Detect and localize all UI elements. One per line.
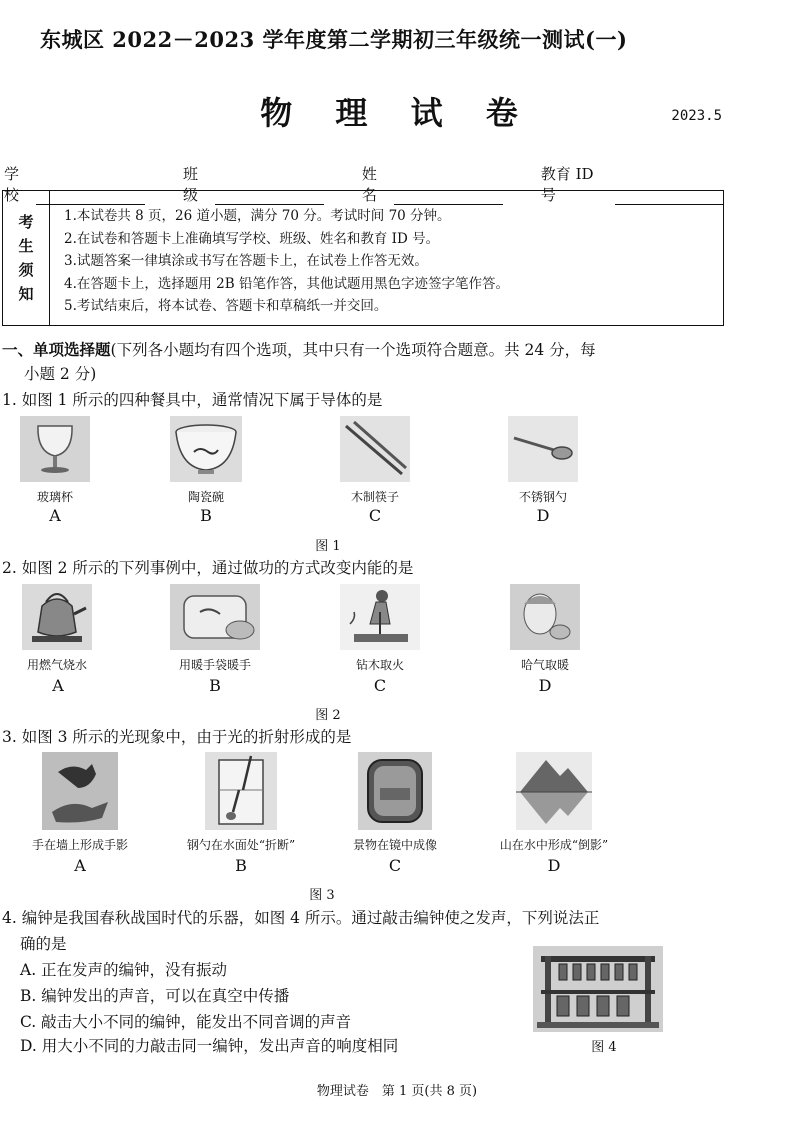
- q1-option-d-letter: D: [536, 506, 550, 525]
- section-desc-cont: 小题 2 分): [24, 365, 97, 383]
- q3-option-b-letter: B: [235, 856, 247, 875]
- name-label: 姓名: [361, 165, 377, 204]
- q1-option-d-text: 不锈钢勺: [518, 490, 567, 504]
- q1-option-b-text: 陶瓷碗: [187, 490, 224, 504]
- exam-date: 2023.5: [671, 108, 722, 124]
- drill-wood-fire-image: [340, 584, 420, 650]
- wooden-chopsticks-image: [340, 416, 410, 482]
- question-3-stem: 3. 如图 3 所示的光现象中，由于光的折射形成的是: [2, 728, 352, 746]
- q3-option-c-text: 景物在镜中成像: [352, 838, 437, 852]
- section-desc: (下列各小题均有四个选项，其中只有一个选项符合题意。共 24 分，每: [110, 341, 596, 359]
- edu-id-label: 教育 ID 号: [540, 165, 594, 204]
- notice-box: [2, 190, 724, 326]
- page-title: 物 理 试 卷: [260, 94, 534, 132]
- q2-option-c-text: 钻木取火: [355, 658, 404, 672]
- mountain-reflection-image: [516, 752, 592, 830]
- figure-2-caption: 图 2: [315, 708, 341, 723]
- glass-cup-image: [20, 416, 90, 482]
- bianzhong-bells-image: [533, 946, 663, 1032]
- q1-option-b-letter: B: [200, 506, 212, 525]
- q4-option-c: C. 敲击大小不同的编钟，能发出不同音调的声音: [20, 1013, 352, 1031]
- exam-header-title: 东城区 2022－2023 学年度第二学期初三年级统一测试(一): [40, 27, 628, 52]
- q3-option-a-text: 手在墙上形成手影: [31, 838, 128, 852]
- section-heading: [2, 338, 726, 386]
- breath-warming-image: [510, 584, 580, 650]
- section-title: 一、单项选择题: [2, 340, 111, 359]
- q2-option-a-text: 用燃气烧水: [26, 658, 87, 672]
- school-label: 学校: [4, 165, 20, 204]
- spoon-in-water-image: [205, 752, 277, 830]
- q3-option-c-letter: C: [388, 856, 402, 875]
- question-1-stem: 1. 如图 1 所示的四种餐具中，通常情况下属于导体的是: [2, 391, 383, 409]
- q2-option-d-letter: D: [538, 676, 552, 695]
- figure-3-caption: 图 3: [309, 888, 335, 903]
- question-2-stem: 2. 如图 2 所示的下列事例中，通过做功的方式改变内能的是: [2, 559, 414, 577]
- gas-kettle-image: [22, 584, 92, 650]
- notice-item: 1.本试卷共 8 页，26 道小题，满分 70 分。考试时间 70 分钟。: [64, 208, 451, 224]
- question-4-stem: 4. 编钟是我国春秋战国时代的乐器，如图 4 所示。通过敲击编钟使之发声，下列说法正: [2, 909, 600, 927]
- q3-option-a-letter: A: [74, 856, 86, 875]
- q4-option-a: A. 正在发声的编钟，没有振动: [20, 961, 228, 979]
- q1-option-a-text: 玻璃杯: [36, 490, 73, 504]
- notice-item: 5.考试结束后，将本试卷、答题卡和草稿纸一并交回。: [64, 298, 388, 314]
- q2-option-a-letter: A: [52, 676, 64, 695]
- q2-option-c-letter: C: [373, 676, 387, 695]
- notice-item: 2.在试卷和答题卡上准确填写学校、班级、姓名和教育 ID 号。: [64, 230, 440, 247]
- question-4-stem-cont: 确的是: [20, 935, 67, 953]
- q1-option-c-letter: C: [368, 506, 382, 525]
- q3-option-d-letter: D: [547, 856, 561, 875]
- steel-spoon-image: [508, 416, 578, 482]
- notice-item: 4.在答题卡上，选择题用 2B 铅笔作答，其他试题用黑色字迹签字笔作答。: [64, 275, 509, 292]
- notice-items: [50, 191, 509, 325]
- figure-1-caption: 图 1: [315, 539, 341, 554]
- notice-label: 考 生 须 知: [3, 191, 50, 325]
- notice-item: 3.试题答案一律填涂或书写在答题卡上，在试卷上作答无效。: [64, 253, 428, 269]
- q4-option-b: B. 编钟发出的声音，可以在真空中传播: [20, 987, 290, 1005]
- mirror-image: [358, 752, 432, 830]
- ceramic-bowl-image: [170, 416, 242, 482]
- q2-option-d-text: 哈气取暖: [520, 658, 569, 672]
- q2-option-b-text: 用暖手袋暖手: [178, 658, 251, 672]
- q3-option-d-text: 山在水中形成“倒影”: [499, 838, 609, 852]
- class-label: 班级: [182, 165, 198, 204]
- page-footer: 物理试卷 第 1 页(共 8 页): [316, 1084, 478, 1099]
- hand-shadow-image: [42, 752, 118, 830]
- q4-option-d: D. 用大小不同的力敲击同一编钟，发出声音的响度相同: [20, 1037, 399, 1055]
- q3-option-b-text: 钢勺在水面处“折断”: [186, 838, 296, 852]
- figure-4-caption: 图 4: [591, 1040, 617, 1055]
- q1-option-a-letter: A: [49, 506, 61, 525]
- q1-option-c-text: 木制筷子: [350, 490, 399, 504]
- hand-warmer-image: [170, 584, 260, 650]
- q2-option-b-letter: B: [209, 676, 221, 695]
